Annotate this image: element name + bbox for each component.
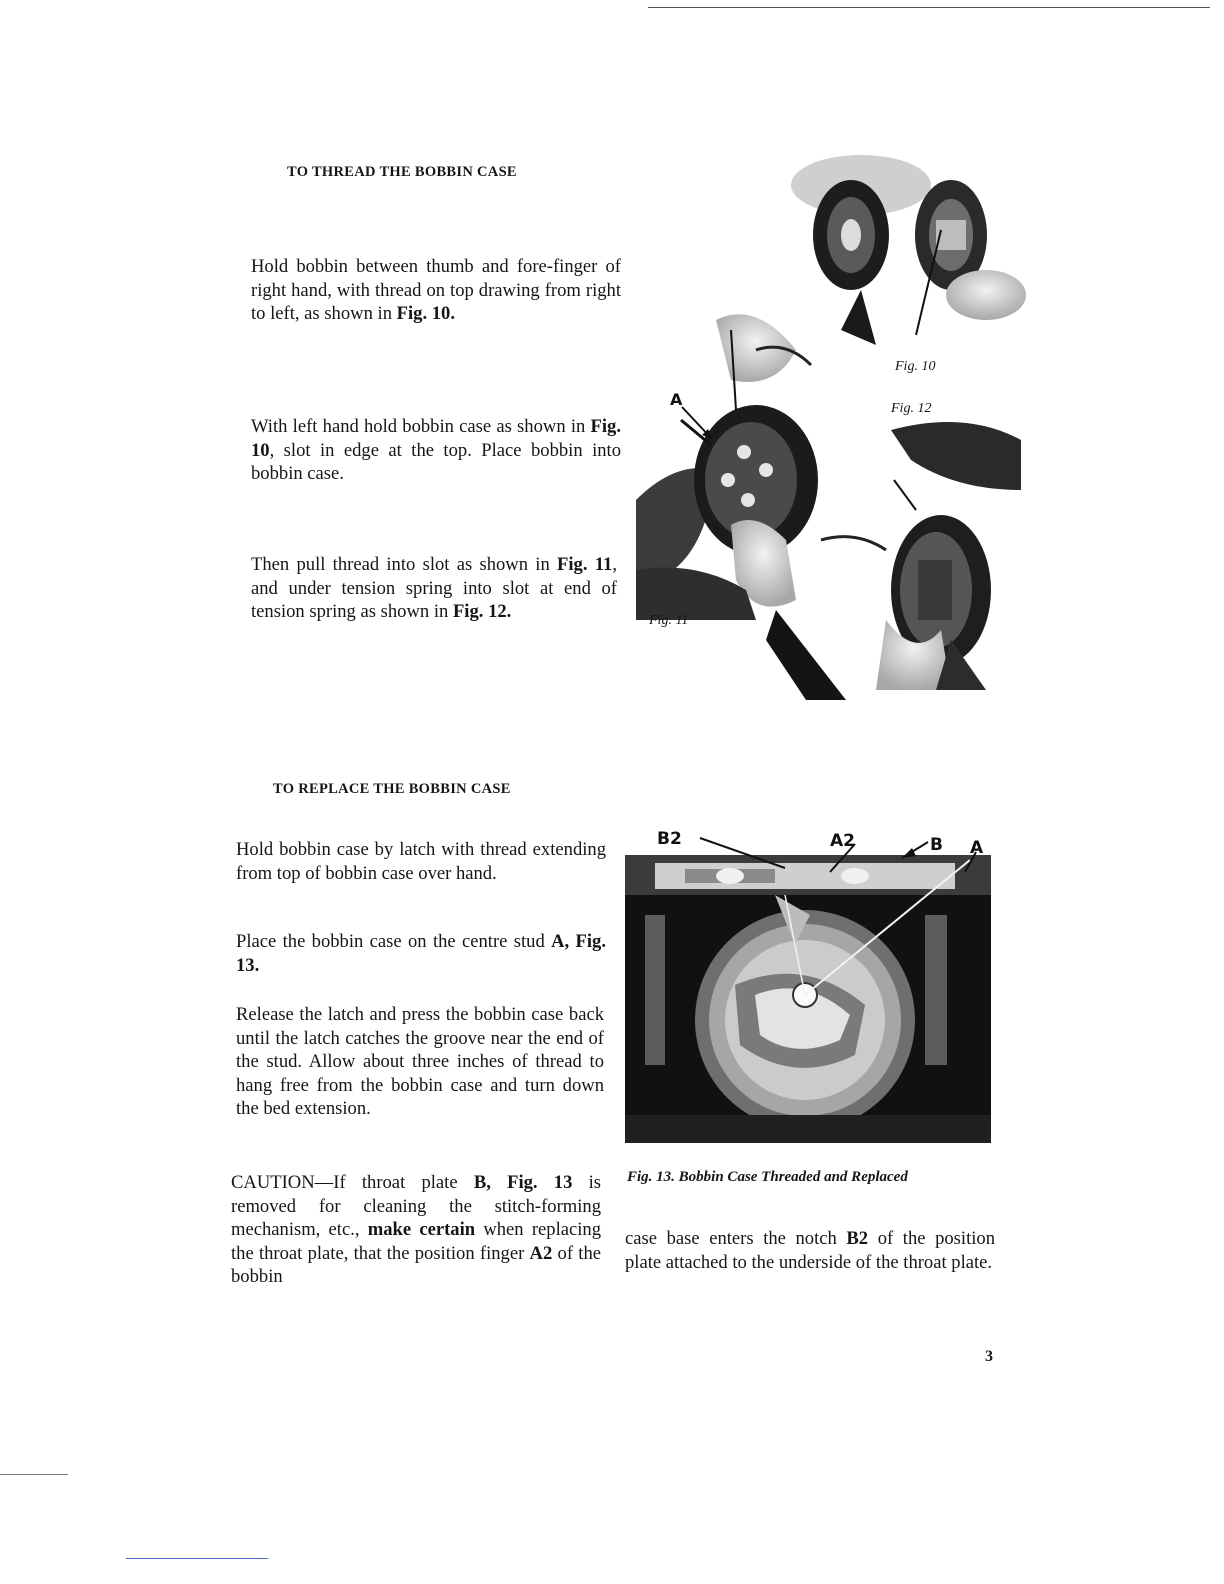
callout-b: B (930, 835, 943, 855)
top-rule (648, 7, 1210, 8)
para-notch-b2: case base enters the notch B2 of the position plate attached to the underside of the throat plate. (625, 1228, 995, 1273)
para-hold-bobbin: Hold bobbin between thumb and fore-finger of right hand, with thread on top drawing from right to left, as shown in Fig. 10. (251, 256, 621, 324)
fig10-label: Fig. 10 (895, 359, 936, 374)
fig11-label: Fig. 11 (649, 613, 689, 628)
bottom-blue-rule (126, 1558, 268, 1559)
figure-13-photo (625, 855, 991, 1143)
callout-a-arrow (680, 405, 720, 445)
para-left-hand: With left hand hold bobbin case as shown in Fig. 10, slot in edge at the top. Place bobbin into bobbin case. (251, 416, 621, 484)
callout-a: A (970, 838, 984, 858)
callout-b2: B2 (657, 829, 682, 849)
heading-replace-bobbin-case: TO REPLACE THE BOBBIN CASE (273, 781, 511, 797)
para-release-latch: Release the latch and press the bobbin case back until the latch catches the groove near the end of the stud. Allow about three inches of thread to hang free from the bobbin case and turn down the bed extension. (236, 1004, 604, 1119)
para-pull-thread: Then pull thread into slot as shown in Fig. 11, and under tension spring into slot at end of tension spring as shown in Fig. 12. (251, 554, 617, 622)
para-hold-by-latch: Hold bobbin case by latch with thread extending from top of bobbin case over hand. (236, 839, 606, 884)
fig13-caption: Fig. 13. Bobbin Case Threaded and Replaced (627, 1169, 908, 1185)
para-place-on-stud: Place the bobbin case on the centre stud A, Fig. 13. (236, 931, 606, 976)
heading-thread-bobbin-case: TO THREAD THE BOBBIN CASE (287, 164, 517, 180)
callout-a-fig11: A (670, 390, 683, 409)
fig12-label: Fig. 12 (891, 401, 932, 416)
bottom-left-rule (0, 1474, 68, 1475)
callout-a2: A2 (830, 831, 855, 851)
para-caution: CAUTION—If throat plate B, Fig. 13 is removed for cleaning the stitch-forming mechanism, etc., make certain when replacing the throat plate, that the position finger A2 of the bobbin (231, 1172, 601, 1287)
page-number: 3 (985, 1348, 993, 1365)
